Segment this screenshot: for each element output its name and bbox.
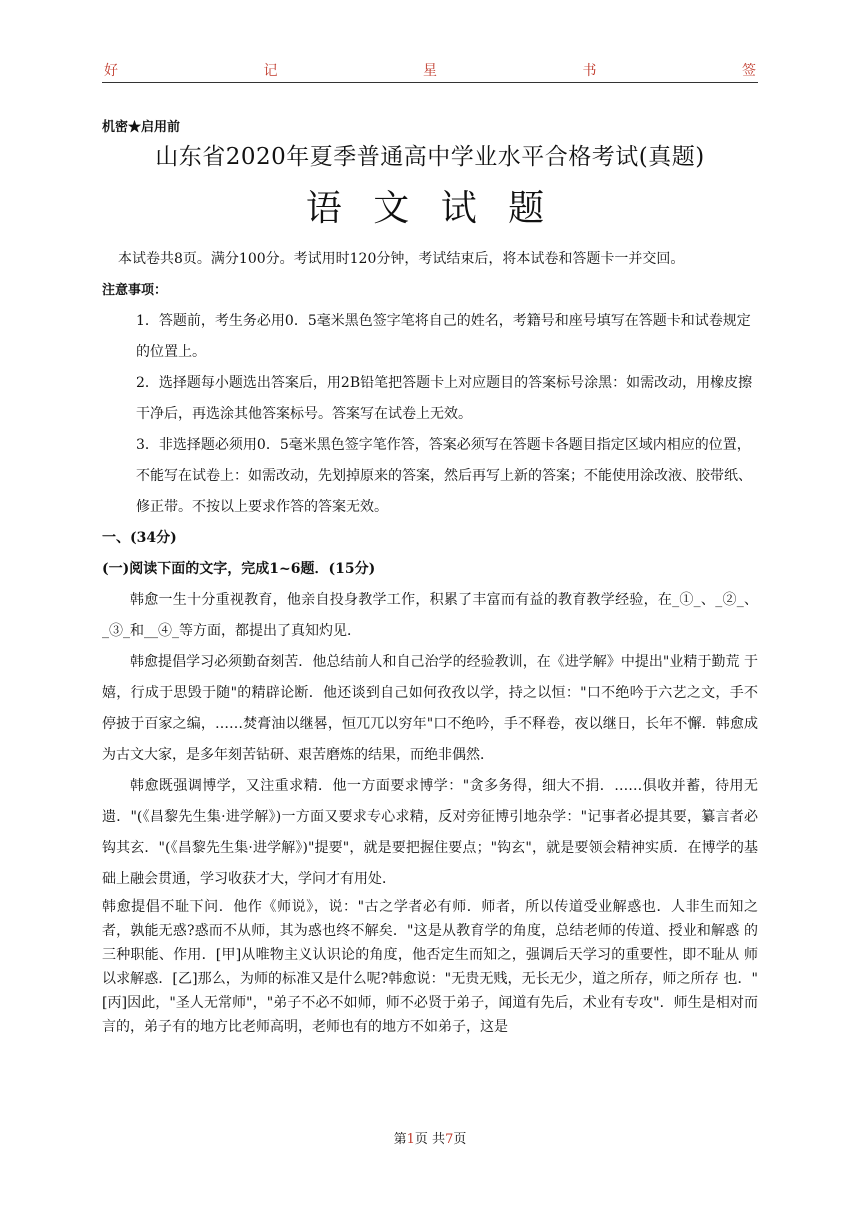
header-char: 星 — [423, 63, 437, 79]
notes-heading: 注意事项： — [102, 283, 168, 298]
page-total: 7 — [445, 1132, 454, 1147]
reading-paragraph: 韩愈提倡不耻下问．他作《师说》，说："古之学者必有师．师者，所以传道受业解惑也．人非生而知之者，孰能无惑?惑而不从师，其为惑也终不解矣．"这是从教育学的角度，总结老师的传道、授业和解惑 的三种职能、作用．[甲]从唯物主义认识论的角度，他否定生而知之，强调后天学习的重要性，即不耻从 师以求解惑．[乙]那么，为师的标准又是什么呢?韩愈说："无贵无贱，无长无少，道之所存，师之所存 也．"[丙]因此，"圣人无常师"，"弟子不必不如师，师不必贤于弟子，闻道有先后，术业有专攻"．师生是相对而言的，弟子有的地方比老师高明，老师也有的地方不如弟子，这是 — [102, 899, 758, 1035]
notes-list — [102, 306, 758, 523]
document-body — [102, 244, 758, 1039]
exam-title: 山东省2020年夏季普通高中学业水平合格考试(真题) — [155, 144, 705, 170]
subsection-heading: (一)阅读下面的文字，完成1~6题．(15分) — [102, 561, 376, 577]
page-number: 1 — [406, 1132, 415, 1147]
header-char: 签 — [742, 63, 756, 79]
subject-title: 语 文 试 题 — [305, 188, 555, 229]
reading-paragraph: 韩愈一生十分重视教育，他亲自投身教学工作，积累了丰富而有益的教育教学经验，在_①_、_②_、_③_和__④_等方面，都提出了真知灼见． — [102, 592, 758, 639]
reading-paragraph: 韩愈提倡学习必须勤奋刻苦．他总结前人和自己治学的经验教训，在《进学解》中提出"业精于勤荒 于嬉，行成于思毁于随"的精辟论断．他还谈到自己如何孜孜以学，持之以恒："口不绝吟于六艺之文，手不停披于百家之编，……焚膏油以继晷，恒兀兀以穷年"口不绝吟，手不释卷，夜以继日，长年不懈．韩愈成为古文大家，是多年刻苦钻研、艰苦磨炼的结果，而绝非偶然． — [102, 654, 758, 763]
header-char: 记 — [263, 63, 278, 79]
note-item: 1．答题前，考生务必用0．5毫米黑色签字笔将自己的姓名，考籍号和座号填写在答题卡和试卷规定的位置上。 — [136, 313, 751, 360]
note-item: 2．选择题每小题选出答案后，用2B铅笔把答题卡上对应题目的答案标号涂黑：如需改动，用橡皮擦干净后，再选涂其他答案标号。答案写在试卷上无效。 — [136, 375, 753, 422]
section-heading: 一、(34分) — [102, 530, 177, 546]
reading-paragraph: 韩愈既强调博学，又注重求精．他一方面要求博学："贪多务得，细大不捐．……俱收并蓄，待用无遗．"(《昌黎先生集·进学解》)一方面又要求专心求精，反对旁征博引地杂学："记事者必提其要，纂言者必钩其玄．"(《昌黎先生集·进学解》)"提要"，就是要把握住要点；"钩玄"，就是要领会精神实质．在博学的基础上融会贯通，学习收获才大，学问才有用处． — [102, 778, 758, 887]
page-header — [102, 58, 758, 83]
footer-suffix: 页 — [453, 1132, 467, 1147]
footer-middle: 页 共 — [414, 1132, 446, 1147]
exam-intro: 本试卷共8页。满分100分。考试用时120分钟，考试结束后，将本试卷和答题卡一并交回。 — [118, 251, 685, 267]
header-char: 好 — [104, 63, 118, 79]
page-footer — [0, 1128, 860, 1147]
confidential-label: 机密★启用前 — [102, 120, 181, 135]
note-item: 3．非选择题必须用0．5毫米黑色签字笔作答，答案必须写在答题卡各题目指定区域内相应的位置，不能写在试卷上：如需改动，先划掉原来的答案，然后再写上新的答案；不能使用涂改液、胶带纸、修正带。不按以上要求作答的答案无效。 — [136, 437, 752, 515]
footer-prefix: 第 — [393, 1132, 407, 1147]
header-char: 书 — [582, 63, 597, 79]
